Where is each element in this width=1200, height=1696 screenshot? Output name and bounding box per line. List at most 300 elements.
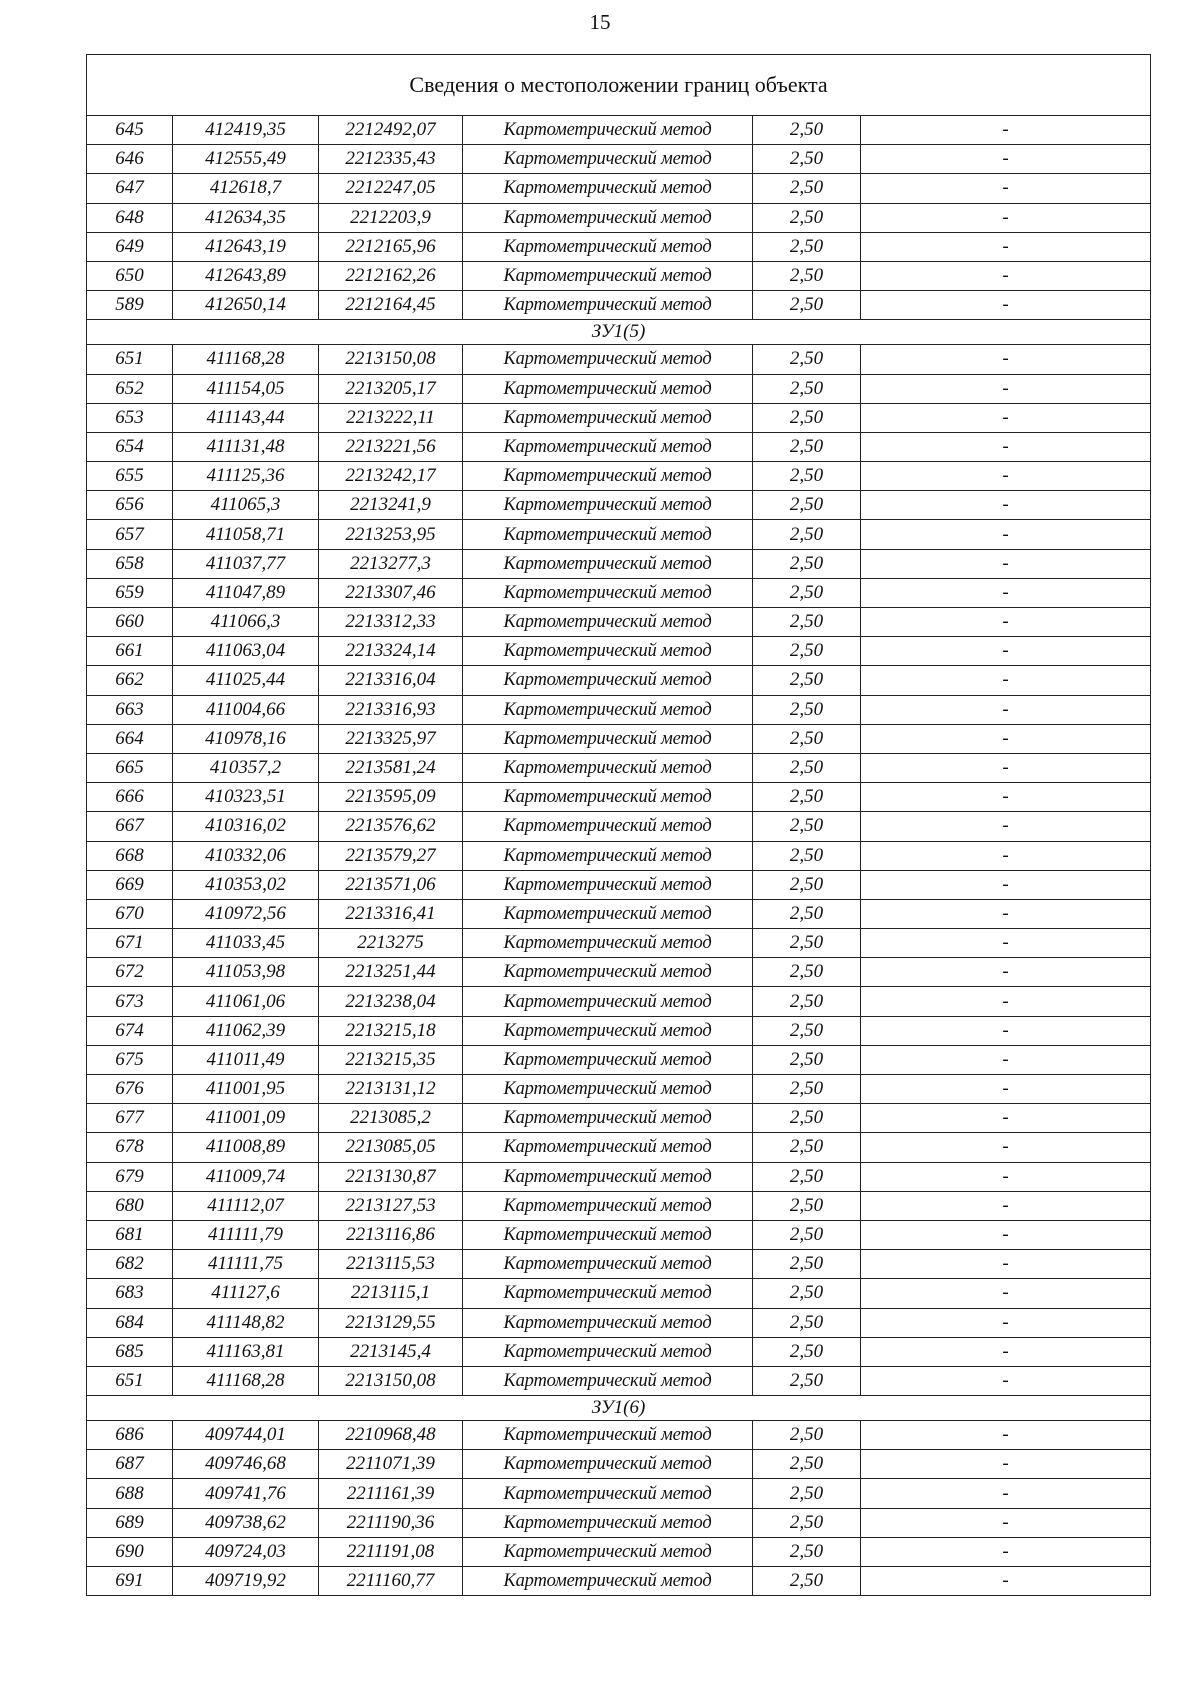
description-cell: - (861, 1366, 1151, 1395)
section-label: ЗУ1(6) (87, 1396, 1151, 1421)
point-number-cell: 669 (87, 870, 173, 899)
method-cell: Картометрический метод (463, 899, 753, 928)
table-row (87, 491, 1151, 520)
point-number-cell: 684 (87, 1308, 173, 1337)
accuracy-cell: 2,50 (753, 899, 861, 928)
point-number-cell: 651 (87, 345, 173, 374)
y-coordinate-cell: 2212335,43 (319, 145, 463, 174)
y-coordinate-cell: 2213130,87 (319, 1162, 463, 1191)
method-cell: Картометрический метод (463, 403, 753, 432)
x-coordinate-cell: 411168,28 (173, 1366, 319, 1395)
method-cell: Картометрический метод (463, 1162, 753, 1191)
y-coordinate-cell: 2213324,14 (319, 637, 463, 666)
boundary-coordinates-table (86, 54, 1151, 1596)
point-number-cell: 686 (87, 1421, 173, 1450)
y-coordinate-cell: 2212492,07 (319, 116, 463, 145)
accuracy-cell: 2,50 (753, 1308, 861, 1337)
accuracy-cell: 2,50 (753, 261, 861, 290)
description-cell: - (861, 1016, 1151, 1045)
accuracy-cell: 2,50 (753, 1537, 861, 1566)
point-number-cell: 688 (87, 1479, 173, 1508)
x-coordinate-cell: 412618,7 (173, 174, 319, 203)
method-cell: Картометрический метод (463, 345, 753, 374)
accuracy-cell: 2,50 (753, 232, 861, 261)
y-coordinate-cell: 2213576,62 (319, 812, 463, 841)
point-number-cell: 680 (87, 1191, 173, 1220)
accuracy-cell: 2,50 (753, 1191, 861, 1220)
accuracy-cell: 2,50 (753, 174, 861, 203)
method-cell: Картометрический метод (463, 578, 753, 607)
table-row (87, 841, 1151, 870)
description-cell: - (861, 1421, 1151, 1450)
table-row (87, 1337, 1151, 1366)
point-number-cell: 663 (87, 695, 173, 724)
table-row (87, 724, 1151, 753)
accuracy-cell: 2,50 (753, 608, 861, 637)
method-cell: Картометрический метод (463, 1045, 753, 1074)
y-coordinate-cell: 2213579,27 (319, 841, 463, 870)
y-coordinate-cell: 2213145,4 (319, 1337, 463, 1366)
x-coordinate-cell: 411131,48 (173, 432, 319, 461)
table-row (87, 899, 1151, 928)
point-number-cell: 665 (87, 753, 173, 782)
method-cell: Картометрический метод (463, 1450, 753, 1479)
x-coordinate-cell: 410978,16 (173, 724, 319, 753)
description-cell: - (861, 261, 1151, 290)
method-cell: Картометрический метод (463, 145, 753, 174)
table-row (87, 695, 1151, 724)
y-coordinate-cell: 2213595,09 (319, 783, 463, 812)
table-row (87, 1104, 1151, 1133)
table-row (87, 1479, 1151, 1508)
y-coordinate-cell: 2213581,24 (319, 753, 463, 782)
x-coordinate-cell: 411148,82 (173, 1308, 319, 1337)
description-cell: - (861, 174, 1151, 203)
table-row (87, 345, 1151, 374)
method-cell: Картометрический метод (463, 958, 753, 987)
y-coordinate-cell: 2213275 (319, 929, 463, 958)
y-coordinate-cell: 2213571,06 (319, 870, 463, 899)
x-coordinate-cell: 411111,75 (173, 1250, 319, 1279)
method-cell: Картометрический метод (463, 1479, 753, 1508)
method-cell: Картометрический метод (463, 1250, 753, 1279)
accuracy-cell: 2,50 (753, 291, 861, 320)
table-row (87, 1191, 1151, 1220)
method-cell: Картометрический метод (463, 374, 753, 403)
table-row (87, 116, 1151, 145)
table-row (87, 1366, 1151, 1395)
accuracy-cell: 2,50 (753, 462, 861, 491)
y-coordinate-cell: 2213253,95 (319, 520, 463, 549)
method-cell: Картометрический метод (463, 291, 753, 320)
method-cell: Картометрический метод (463, 1567, 753, 1596)
point-number-cell: 647 (87, 174, 173, 203)
y-coordinate-cell: 2213238,04 (319, 987, 463, 1016)
description-cell: - (861, 203, 1151, 232)
table-row (87, 232, 1151, 261)
section-label: ЗУ1(5) (87, 320, 1151, 345)
description-cell: - (861, 432, 1151, 461)
description-cell: - (861, 1479, 1151, 1508)
method-cell: Картометрический метод (463, 1075, 753, 1104)
y-coordinate-cell: 2213115,53 (319, 1250, 463, 1279)
point-number-cell: 660 (87, 608, 173, 637)
method-cell: Картометрический метод (463, 203, 753, 232)
y-coordinate-cell: 2213116,86 (319, 1220, 463, 1249)
description-cell: - (861, 899, 1151, 928)
x-coordinate-cell: 409719,92 (173, 1567, 319, 1596)
point-number-cell: 650 (87, 261, 173, 290)
description-cell: - (861, 1075, 1151, 1104)
point-number-cell: 657 (87, 520, 173, 549)
point-number-cell: 689 (87, 1508, 173, 1537)
x-coordinate-cell: 411154,05 (173, 374, 319, 403)
y-coordinate-cell: 2213316,04 (319, 666, 463, 695)
description-cell: - (861, 1220, 1151, 1249)
y-coordinate-cell: 2213115,1 (319, 1279, 463, 1308)
y-coordinate-cell: 2211190,36 (319, 1508, 463, 1537)
x-coordinate-cell: 411001,95 (173, 1075, 319, 1104)
y-coordinate-cell: 2211071,39 (319, 1450, 463, 1479)
point-number-cell: 671 (87, 929, 173, 958)
point-number-cell: 668 (87, 841, 173, 870)
description-cell: - (861, 1104, 1151, 1133)
point-number-cell: 666 (87, 783, 173, 812)
point-number-cell: 655 (87, 462, 173, 491)
x-coordinate-cell: 410357,2 (173, 753, 319, 782)
y-coordinate-cell: 2213316,93 (319, 695, 463, 724)
accuracy-cell: 2,50 (753, 1075, 861, 1104)
method-cell: Картометрический метод (463, 987, 753, 1016)
table-row (87, 1045, 1151, 1074)
table-row (87, 666, 1151, 695)
description-cell: - (861, 116, 1151, 145)
y-coordinate-cell: 2213085,2 (319, 1104, 463, 1133)
x-coordinate-cell: 409741,76 (173, 1479, 319, 1508)
method-cell: Картометрический метод (463, 432, 753, 461)
x-coordinate-cell: 411025,44 (173, 666, 319, 695)
accuracy-cell: 2,50 (753, 578, 861, 607)
accuracy-cell: 2,50 (753, 520, 861, 549)
y-coordinate-cell: 2213215,18 (319, 1016, 463, 1045)
table-row (87, 403, 1151, 432)
x-coordinate-cell: 412634,35 (173, 203, 319, 232)
accuracy-cell: 2,50 (753, 403, 861, 432)
accuracy-cell: 2,50 (753, 1567, 861, 1596)
table-row (87, 462, 1151, 491)
x-coordinate-cell: 411009,74 (173, 1162, 319, 1191)
table-row (87, 432, 1151, 461)
x-coordinate-cell: 411033,45 (173, 929, 319, 958)
description-cell: - (861, 1133, 1151, 1162)
description-cell: - (861, 1337, 1151, 1366)
point-number-cell: 683 (87, 1279, 173, 1308)
x-coordinate-cell: 411058,71 (173, 520, 319, 549)
x-coordinate-cell: 411061,06 (173, 987, 319, 1016)
point-number-cell: 691 (87, 1567, 173, 1596)
accuracy-cell: 2,50 (753, 695, 861, 724)
x-coordinate-cell: 409724,03 (173, 1537, 319, 1566)
table-row (87, 958, 1151, 987)
y-coordinate-cell: 2213251,44 (319, 958, 463, 987)
method-cell: Картометрический метод (463, 1366, 753, 1395)
description-cell: - (861, 1537, 1151, 1566)
table-row (87, 929, 1151, 958)
point-number-cell: 679 (87, 1162, 173, 1191)
point-number-cell: 664 (87, 724, 173, 753)
x-coordinate-cell: 411065,3 (173, 491, 319, 520)
accuracy-cell: 2,50 (753, 783, 861, 812)
accuracy-cell: 2,50 (753, 812, 861, 841)
accuracy-cell: 2,50 (753, 374, 861, 403)
point-number-cell: 645 (87, 116, 173, 145)
table-row (87, 637, 1151, 666)
description-cell: - (861, 1045, 1151, 1074)
description-cell: - (861, 783, 1151, 812)
point-number-cell: 675 (87, 1045, 173, 1074)
x-coordinate-cell: 411163,81 (173, 1337, 319, 1366)
description-cell: - (861, 403, 1151, 432)
description-cell: - (861, 1450, 1151, 1479)
method-cell: Картометрический метод (463, 520, 753, 549)
y-coordinate-cell: 2213222,11 (319, 403, 463, 432)
accuracy-cell: 2,50 (753, 145, 861, 174)
accuracy-cell: 2,50 (753, 1016, 861, 1045)
point-number-cell: 690 (87, 1537, 173, 1566)
accuracy-cell: 2,50 (753, 1133, 861, 1162)
description-cell: - (861, 145, 1151, 174)
x-coordinate-cell: 411053,98 (173, 958, 319, 987)
description-cell: - (861, 637, 1151, 666)
x-coordinate-cell: 411111,79 (173, 1220, 319, 1249)
method-cell: Картометрический метод (463, 1191, 753, 1220)
accuracy-cell: 2,50 (753, 929, 861, 958)
y-coordinate-cell: 2213129,55 (319, 1308, 463, 1337)
x-coordinate-cell: 411004,66 (173, 695, 319, 724)
point-number-cell: 672 (87, 958, 173, 987)
accuracy-cell: 2,50 (753, 724, 861, 753)
method-cell: Картометрический метод (463, 1016, 753, 1045)
point-number-cell: 674 (87, 1016, 173, 1045)
table-row (87, 291, 1151, 320)
table-row (87, 1162, 1151, 1191)
method-cell: Картометрический метод (463, 1421, 753, 1450)
x-coordinate-cell: 411125,36 (173, 462, 319, 491)
x-coordinate-cell: 412555,49 (173, 145, 319, 174)
point-number-cell: 648 (87, 203, 173, 232)
x-coordinate-cell: 411112,07 (173, 1191, 319, 1220)
description-cell: - (861, 578, 1151, 607)
accuracy-cell: 2,50 (753, 203, 861, 232)
x-coordinate-cell: 411001,09 (173, 1104, 319, 1133)
accuracy-cell: 2,50 (753, 1479, 861, 1508)
method-cell: Картометрический метод (463, 929, 753, 958)
table-title-row (87, 55, 1151, 116)
point-number-cell: 658 (87, 549, 173, 578)
y-coordinate-cell: 2212203,9 (319, 203, 463, 232)
table-row (87, 1537, 1151, 1566)
y-coordinate-cell: 2212162,26 (319, 261, 463, 290)
y-coordinate-cell: 2213215,35 (319, 1045, 463, 1074)
accuracy-cell: 2,50 (753, 1104, 861, 1133)
table-row (87, 608, 1151, 637)
point-number-cell: 667 (87, 812, 173, 841)
table-row (87, 1279, 1151, 1308)
point-number-cell: 687 (87, 1450, 173, 1479)
accuracy-cell: 2,50 (753, 841, 861, 870)
description-cell: - (861, 549, 1151, 578)
method-cell: Картометрический метод (463, 549, 753, 578)
method-cell: Картометрический метод (463, 1308, 753, 1337)
y-coordinate-cell: 2213325,97 (319, 724, 463, 753)
table-row (87, 374, 1151, 403)
point-number-cell: 673 (87, 987, 173, 1016)
page-number: 15 (589, 10, 611, 34)
description-cell: - (861, 841, 1151, 870)
accuracy-cell: 2,50 (753, 1279, 861, 1308)
point-number-cell: 589 (87, 291, 173, 320)
y-coordinate-cell: 2211160,77 (319, 1567, 463, 1596)
y-coordinate-cell: 2213127,53 (319, 1191, 463, 1220)
y-coordinate-cell: 2212164,45 (319, 291, 463, 320)
description-cell: - (861, 291, 1151, 320)
method-cell: Картометрический метод (463, 783, 753, 812)
y-coordinate-cell: 2211161,39 (319, 1479, 463, 1508)
description-cell: - (861, 1508, 1151, 1537)
x-coordinate-cell: 410316,02 (173, 812, 319, 841)
method-cell: Картометрический метод (463, 232, 753, 261)
accuracy-cell: 2,50 (753, 987, 861, 1016)
accuracy-cell: 2,50 (753, 1450, 861, 1479)
accuracy-cell: 2,50 (753, 345, 861, 374)
method-cell: Картометрический метод (463, 261, 753, 290)
description-cell: - (861, 462, 1151, 491)
method-cell: Картометрический метод (463, 666, 753, 695)
description-cell: - (861, 520, 1151, 549)
x-coordinate-cell: 411168,28 (173, 345, 319, 374)
table-title: Сведения о местоположении границ объекта (87, 55, 1151, 116)
table-row (87, 987, 1151, 1016)
accuracy-cell: 2,50 (753, 958, 861, 987)
point-number-cell: 653 (87, 403, 173, 432)
point-number-cell: 676 (87, 1075, 173, 1104)
table-row (87, 1450, 1151, 1479)
table-row (87, 145, 1151, 174)
method-cell: Картометрический метод (463, 1537, 753, 1566)
table-body (87, 55, 1151, 1596)
table-row (87, 1567, 1151, 1596)
x-coordinate-cell: 409746,68 (173, 1450, 319, 1479)
description-cell: - (861, 1191, 1151, 1220)
method-cell: Картометрический метод (463, 1279, 753, 1308)
accuracy-cell: 2,50 (753, 1045, 861, 1074)
accuracy-cell: 2,50 (753, 1220, 861, 1249)
method-cell: Картометрический метод (463, 812, 753, 841)
accuracy-cell: 2,50 (753, 1508, 861, 1537)
point-number-cell: 649 (87, 232, 173, 261)
point-number-cell: 681 (87, 1220, 173, 1249)
table-row (87, 1250, 1151, 1279)
method-cell: Картометрический метод (463, 637, 753, 666)
description-cell: - (861, 724, 1151, 753)
x-coordinate-cell: 412643,19 (173, 232, 319, 261)
description-cell: - (861, 695, 1151, 724)
y-coordinate-cell: 2213242,17 (319, 462, 463, 491)
method-cell: Картометрический метод (463, 1133, 753, 1162)
x-coordinate-cell: 411011,49 (173, 1045, 319, 1074)
y-coordinate-cell: 2213277,3 (319, 549, 463, 578)
section-label-row (87, 320, 1151, 345)
y-coordinate-cell: 2213150,08 (319, 1366, 463, 1395)
table-row (87, 783, 1151, 812)
method-cell: Картометрический метод (463, 1337, 753, 1366)
x-coordinate-cell: 411008,89 (173, 1133, 319, 1162)
y-coordinate-cell: 2213307,46 (319, 578, 463, 607)
x-coordinate-cell: 411143,44 (173, 403, 319, 432)
y-coordinate-cell: 2212247,05 (319, 174, 463, 203)
method-cell: Картометрический метод (463, 841, 753, 870)
x-coordinate-cell: 410353,02 (173, 870, 319, 899)
description-cell: - (861, 958, 1151, 987)
x-coordinate-cell: 411037,77 (173, 549, 319, 578)
method-cell: Картометрический метод (463, 174, 753, 203)
description-cell: - (861, 232, 1151, 261)
x-coordinate-cell: 411062,39 (173, 1016, 319, 1045)
description-cell: - (861, 929, 1151, 958)
section-label-row (87, 1396, 1151, 1421)
x-coordinate-cell: 411127,6 (173, 1279, 319, 1308)
y-coordinate-cell: 2213085,05 (319, 1133, 463, 1162)
point-number-cell: 662 (87, 666, 173, 695)
point-number-cell: 651 (87, 1366, 173, 1395)
x-coordinate-cell: 411047,89 (173, 578, 319, 607)
accuracy-cell: 2,50 (753, 116, 861, 145)
method-cell: Картометрический метод (463, 1104, 753, 1133)
accuracy-cell: 2,50 (753, 1366, 861, 1395)
description-cell: - (861, 812, 1151, 841)
x-coordinate-cell: 410332,06 (173, 841, 319, 870)
y-coordinate-cell: 2213150,08 (319, 345, 463, 374)
table-row (87, 870, 1151, 899)
accuracy-cell: 2,50 (753, 491, 861, 520)
table-row (87, 1133, 1151, 1162)
method-cell: Картометрический метод (463, 753, 753, 782)
point-number-cell: 656 (87, 491, 173, 520)
table-row (87, 1075, 1151, 1104)
description-cell: - (861, 1162, 1151, 1191)
method-cell: Картометрический метод (463, 491, 753, 520)
accuracy-cell: 2,50 (753, 666, 861, 695)
point-number-cell: 677 (87, 1104, 173, 1133)
point-number-cell: 685 (87, 1337, 173, 1366)
table-row (87, 1421, 1151, 1450)
method-cell: Картометрический метод (463, 724, 753, 753)
table-row (87, 261, 1151, 290)
table-row (87, 753, 1151, 782)
description-cell: - (861, 870, 1151, 899)
table-row (87, 174, 1151, 203)
table-row (87, 1016, 1151, 1045)
method-cell: Картометрический метод (463, 116, 753, 145)
point-number-cell: 646 (87, 145, 173, 174)
method-cell: Картометрический метод (463, 695, 753, 724)
accuracy-cell: 2,50 (753, 637, 861, 666)
x-coordinate-cell: 412650,14 (173, 291, 319, 320)
method-cell: Картометрический метод (463, 1220, 753, 1249)
method-cell: Картометрический метод (463, 608, 753, 637)
y-coordinate-cell: 2213241,9 (319, 491, 463, 520)
x-coordinate-cell: 410323,51 (173, 783, 319, 812)
